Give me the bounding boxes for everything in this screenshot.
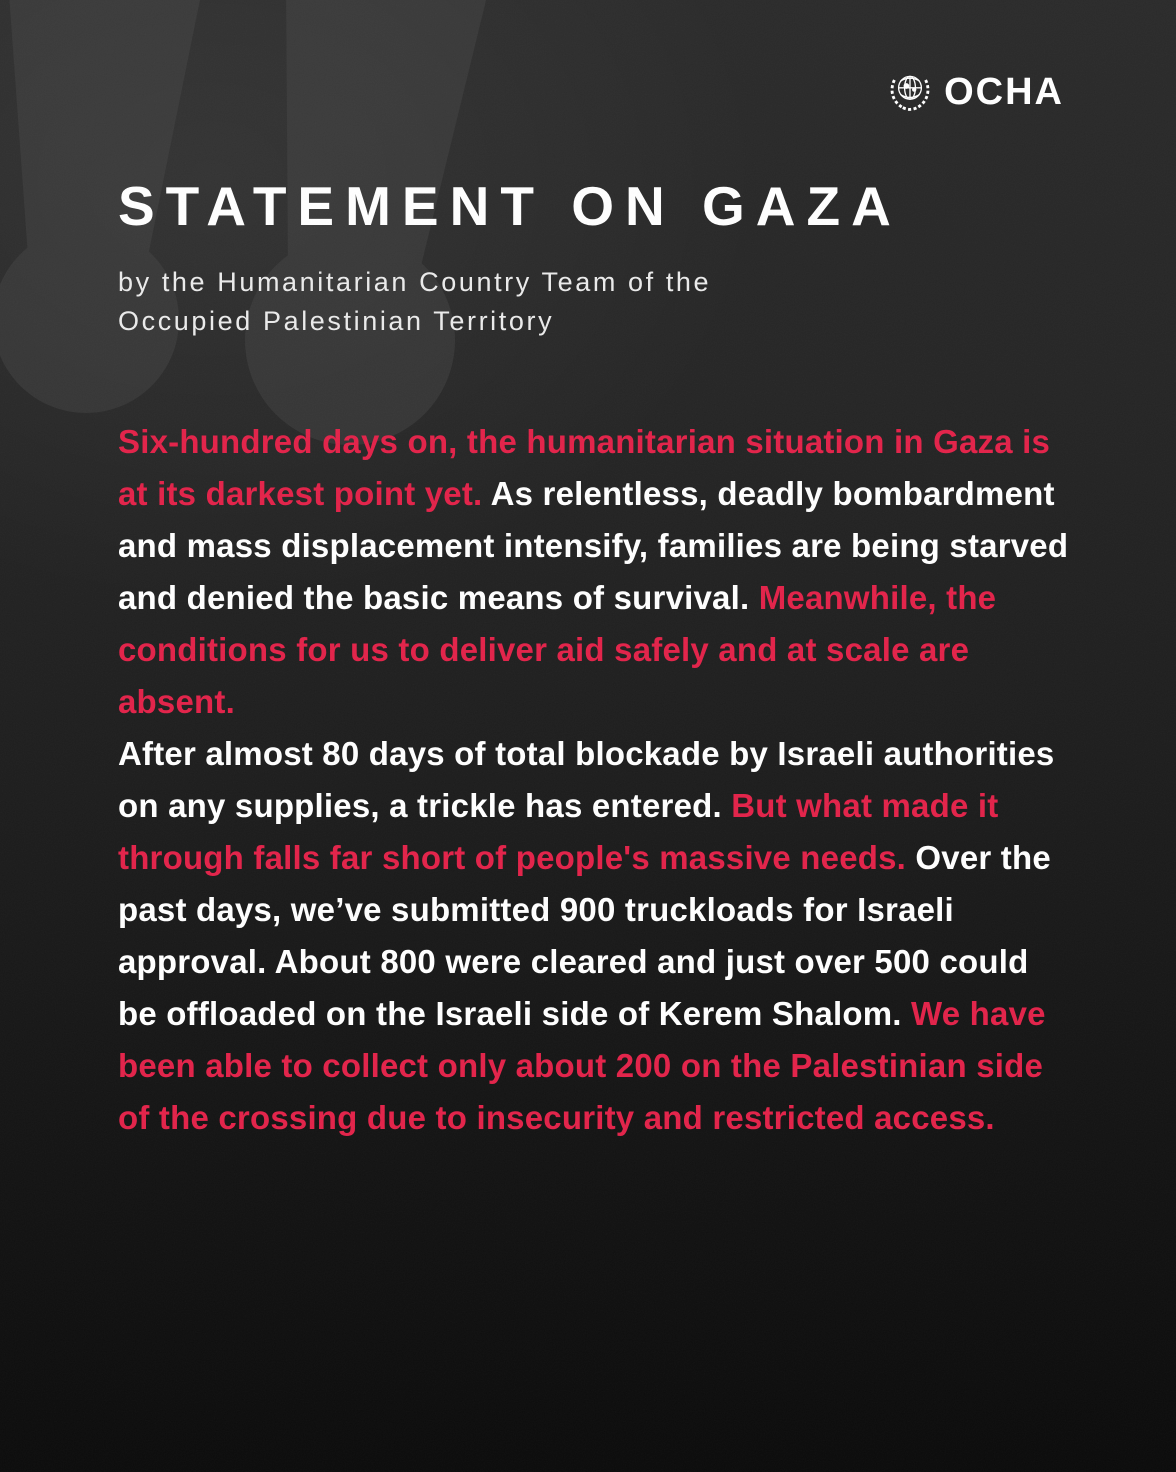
ocha-wordmark: OCHA bbox=[944, 71, 1064, 113]
subtitle-line-2: Occupied Palestinian Territory bbox=[118, 305, 555, 336]
text-segment: Over the past days, we’ve submitted 900 truckloads for Israeli approval. About 800 were cleared and just over 500 could be offloaded on the Israeli side of Kerem Shalom. bbox=[118, 839, 1051, 1032]
page-title: STATEMENT ON GAZA bbox=[118, 175, 902, 237]
statement-body bbox=[118, 416, 1070, 1144]
text-segment: As relentless, deadly bombardment and mass displacement intensify, families are being starved and denied the basic means of survival. bbox=[118, 475, 1069, 616]
text-segment: Meanwhile, the conditions for us to deliver aid safely and at scale are absent. bbox=[118, 579, 997, 720]
text-segment: We have been able to collect only about 200 on the Palestinian side of the crossing due to insecurity and restricted access. bbox=[118, 995, 1046, 1136]
ocha-logo bbox=[886, 68, 1064, 116]
subtitle-line-1: by the Humanitarian Country Team of the bbox=[118, 266, 712, 297]
text-segment: But what made it through falls far short of people's massive needs. bbox=[118, 787, 999, 876]
header bbox=[118, 176, 1068, 341]
un-emblem-icon bbox=[886, 68, 934, 116]
statement-paragraph bbox=[118, 728, 1070, 1144]
subtitle bbox=[118, 263, 1068, 341]
text-segment: Six-hundred days on, the humanitarian situation in Gaza is at its darkest point yet. bbox=[118, 423, 1051, 512]
statement-paragraph bbox=[118, 416, 1070, 728]
text-segment: After almost 80 days of total blockade by Israeli authorities on any supplies, a trickle has entered. bbox=[118, 735, 1055, 824]
